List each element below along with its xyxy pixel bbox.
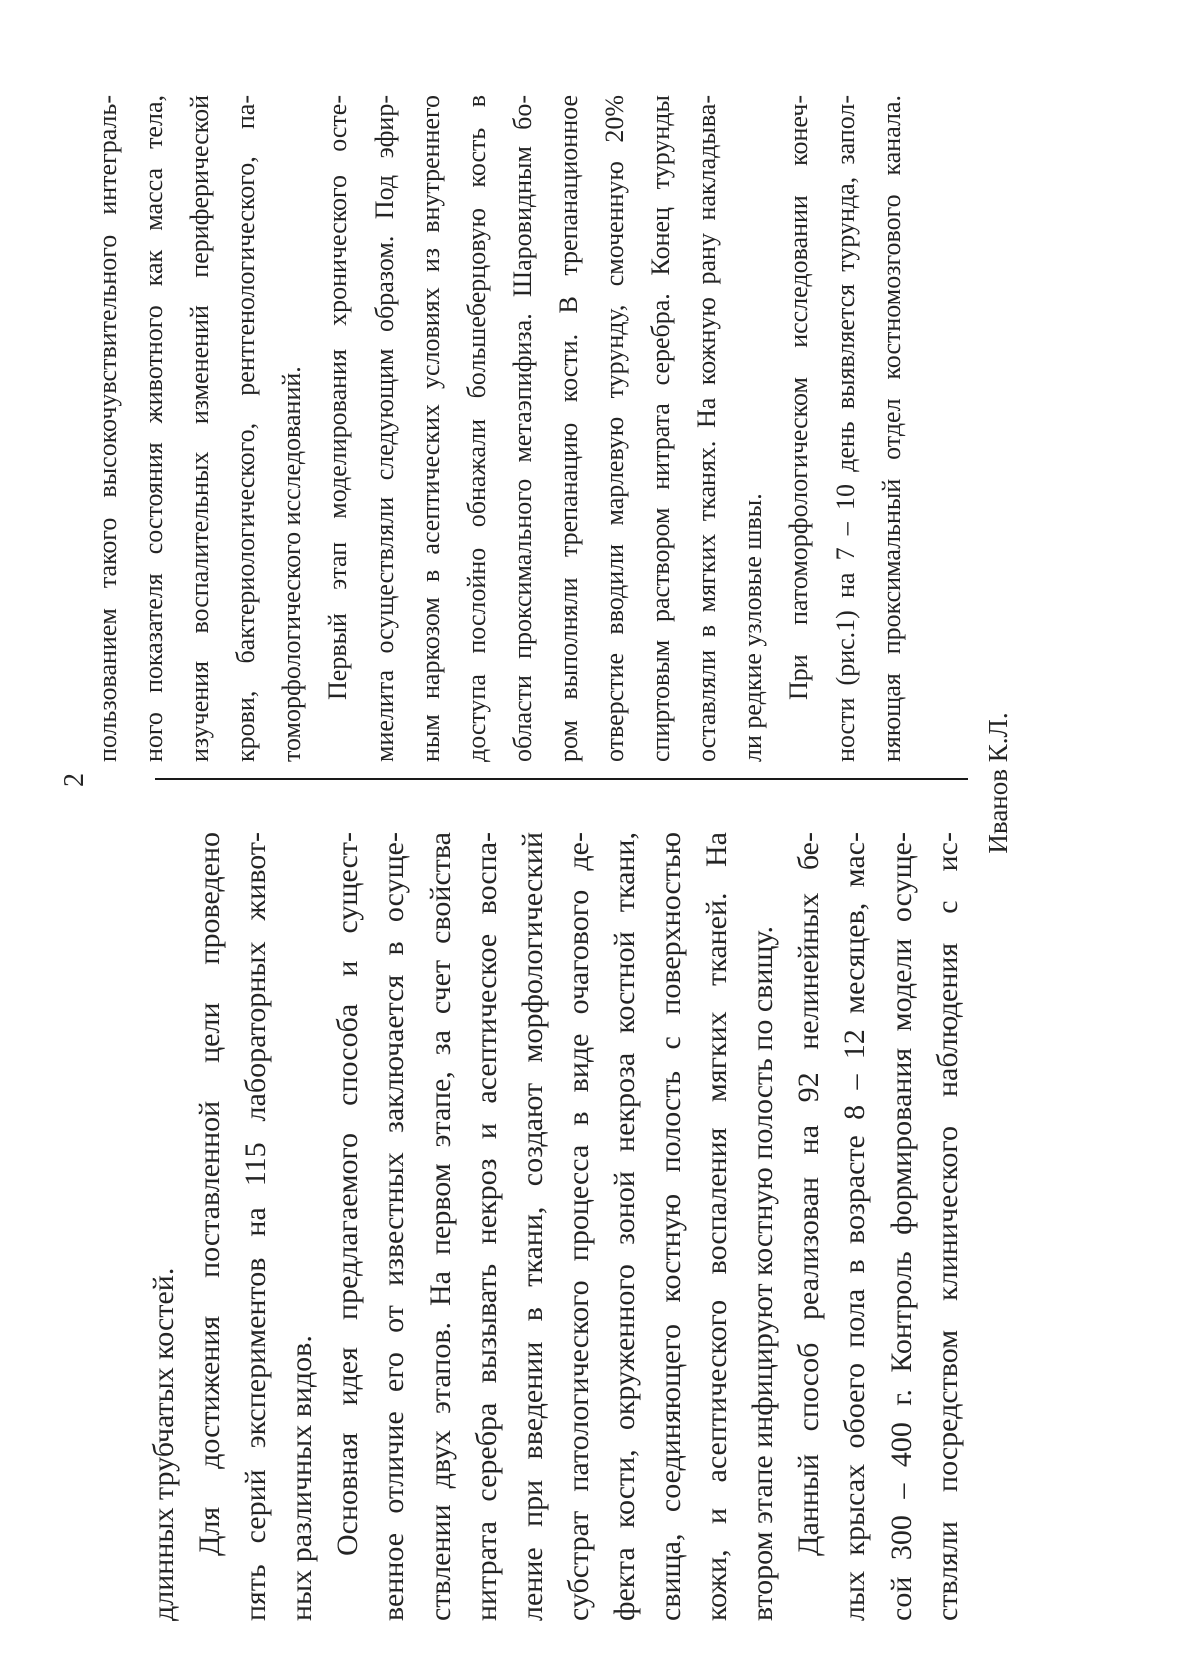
- text-line: ление при введении в ткани, создают морфологический: [515, 832, 549, 1621]
- text-line: втором этапе инфицируют костную полость по свищу.: [746, 926, 780, 1621]
- text-line: миелита осуществляли следующим образом. Под эфир-: [369, 95, 399, 762]
- text-line: сой 300 – 400 г. Контроль формирования модели осуще-: [884, 832, 918, 1621]
- text-line: субстрат патологического процесса в виде очагового де-: [561, 832, 595, 1621]
- text-line: пять серий экспериментов на 115 лабораторных живот-: [239, 832, 273, 1621]
- text-line: изучения воспалительных изменений периферической: [185, 95, 215, 762]
- text-line: ным наркозом в асептических условиях из внутреннего: [415, 95, 445, 762]
- text-line: няющая проксимальный отдел костномозгового канала.: [876, 95, 906, 762]
- text-line: венное отличие его от известных заключается в осуще-: [377, 832, 411, 1621]
- text-line: фекта кости, окруженного зоной некроза костной ткани,: [607, 832, 641, 1621]
- text-line: пользованием такого высокочувствительного интеграль-: [93, 95, 122, 762]
- text-line: нитрата серебра вызывать некроз и асептическое воспа-: [469, 832, 503, 1621]
- text-line: свища, соединяющего костную полость с поверхностью: [654, 832, 688, 1621]
- text-line: ром выполняли трепанацию кости. В трепанационное: [553, 95, 583, 762]
- text-line: доступа послойно обнажали большеберцовую кость в: [461, 95, 491, 762]
- text-line: кожи, и асептического воспаления мягких тканей. На: [700, 832, 734, 1621]
- author-signature: Иванов К.Л.: [983, 712, 1013, 854]
- text-line: оставляли в мягких тканях. На кожную рану накладыва-: [692, 95, 722, 762]
- text-line: лых крысах обоего пола в возрасте 8 – 12 месяцев, мас-: [838, 832, 872, 1621]
- text-line: крови, бактериологического, рентгенологического, па-: [231, 95, 261, 762]
- text-line: ли редкие узловые швы.: [738, 493, 768, 762]
- text-line: ного показателя состояния животного как масса тела,: [139, 95, 169, 762]
- text-line: ствлении двух этапов. На первом этапе, за счет свойства: [423, 832, 457, 1621]
- text-line: При патоморфологическом исследовании конеч-: [784, 95, 814, 700]
- text-line: томорфологического исследований.: [277, 366, 307, 762]
- text-line: спиртовым раствором нитрата серебра. Конец турунды: [646, 95, 676, 762]
- text-line: области проксимального метаэпифиза. Шаровидным бо-: [507, 95, 537, 762]
- text-line: Основная идея предлагаемого способа и сущест-: [331, 832, 365, 1556]
- text-line: ствляли посредством клинического наблюдения с ис-: [930, 832, 964, 1621]
- text-line: отверстие вводили марлевую турунду, смоченную 20%: [600, 95, 630, 762]
- text-line: длинных трубчатых костей.: [147, 1267, 180, 1621]
- column-divider: [155, 778, 968, 780]
- text-line: Для достижения поставленной цели проведено: [193, 832, 227, 1556]
- text-line: ности (рис.1) на 7 – 10 день выявляется турунда, запол-: [830, 95, 860, 762]
- left-column: [141, 832, 971, 1621]
- text-line: Данный способ реализован на 92 нелинейных бе-: [792, 832, 826, 1556]
- text-line: ных различных видов.: [285, 1335, 319, 1621]
- page-number: 2: [59, 773, 90, 787]
- text-line: Первый этап моделирования хронического осте-: [323, 95, 353, 700]
- right-column: [85, 95, 915, 762]
